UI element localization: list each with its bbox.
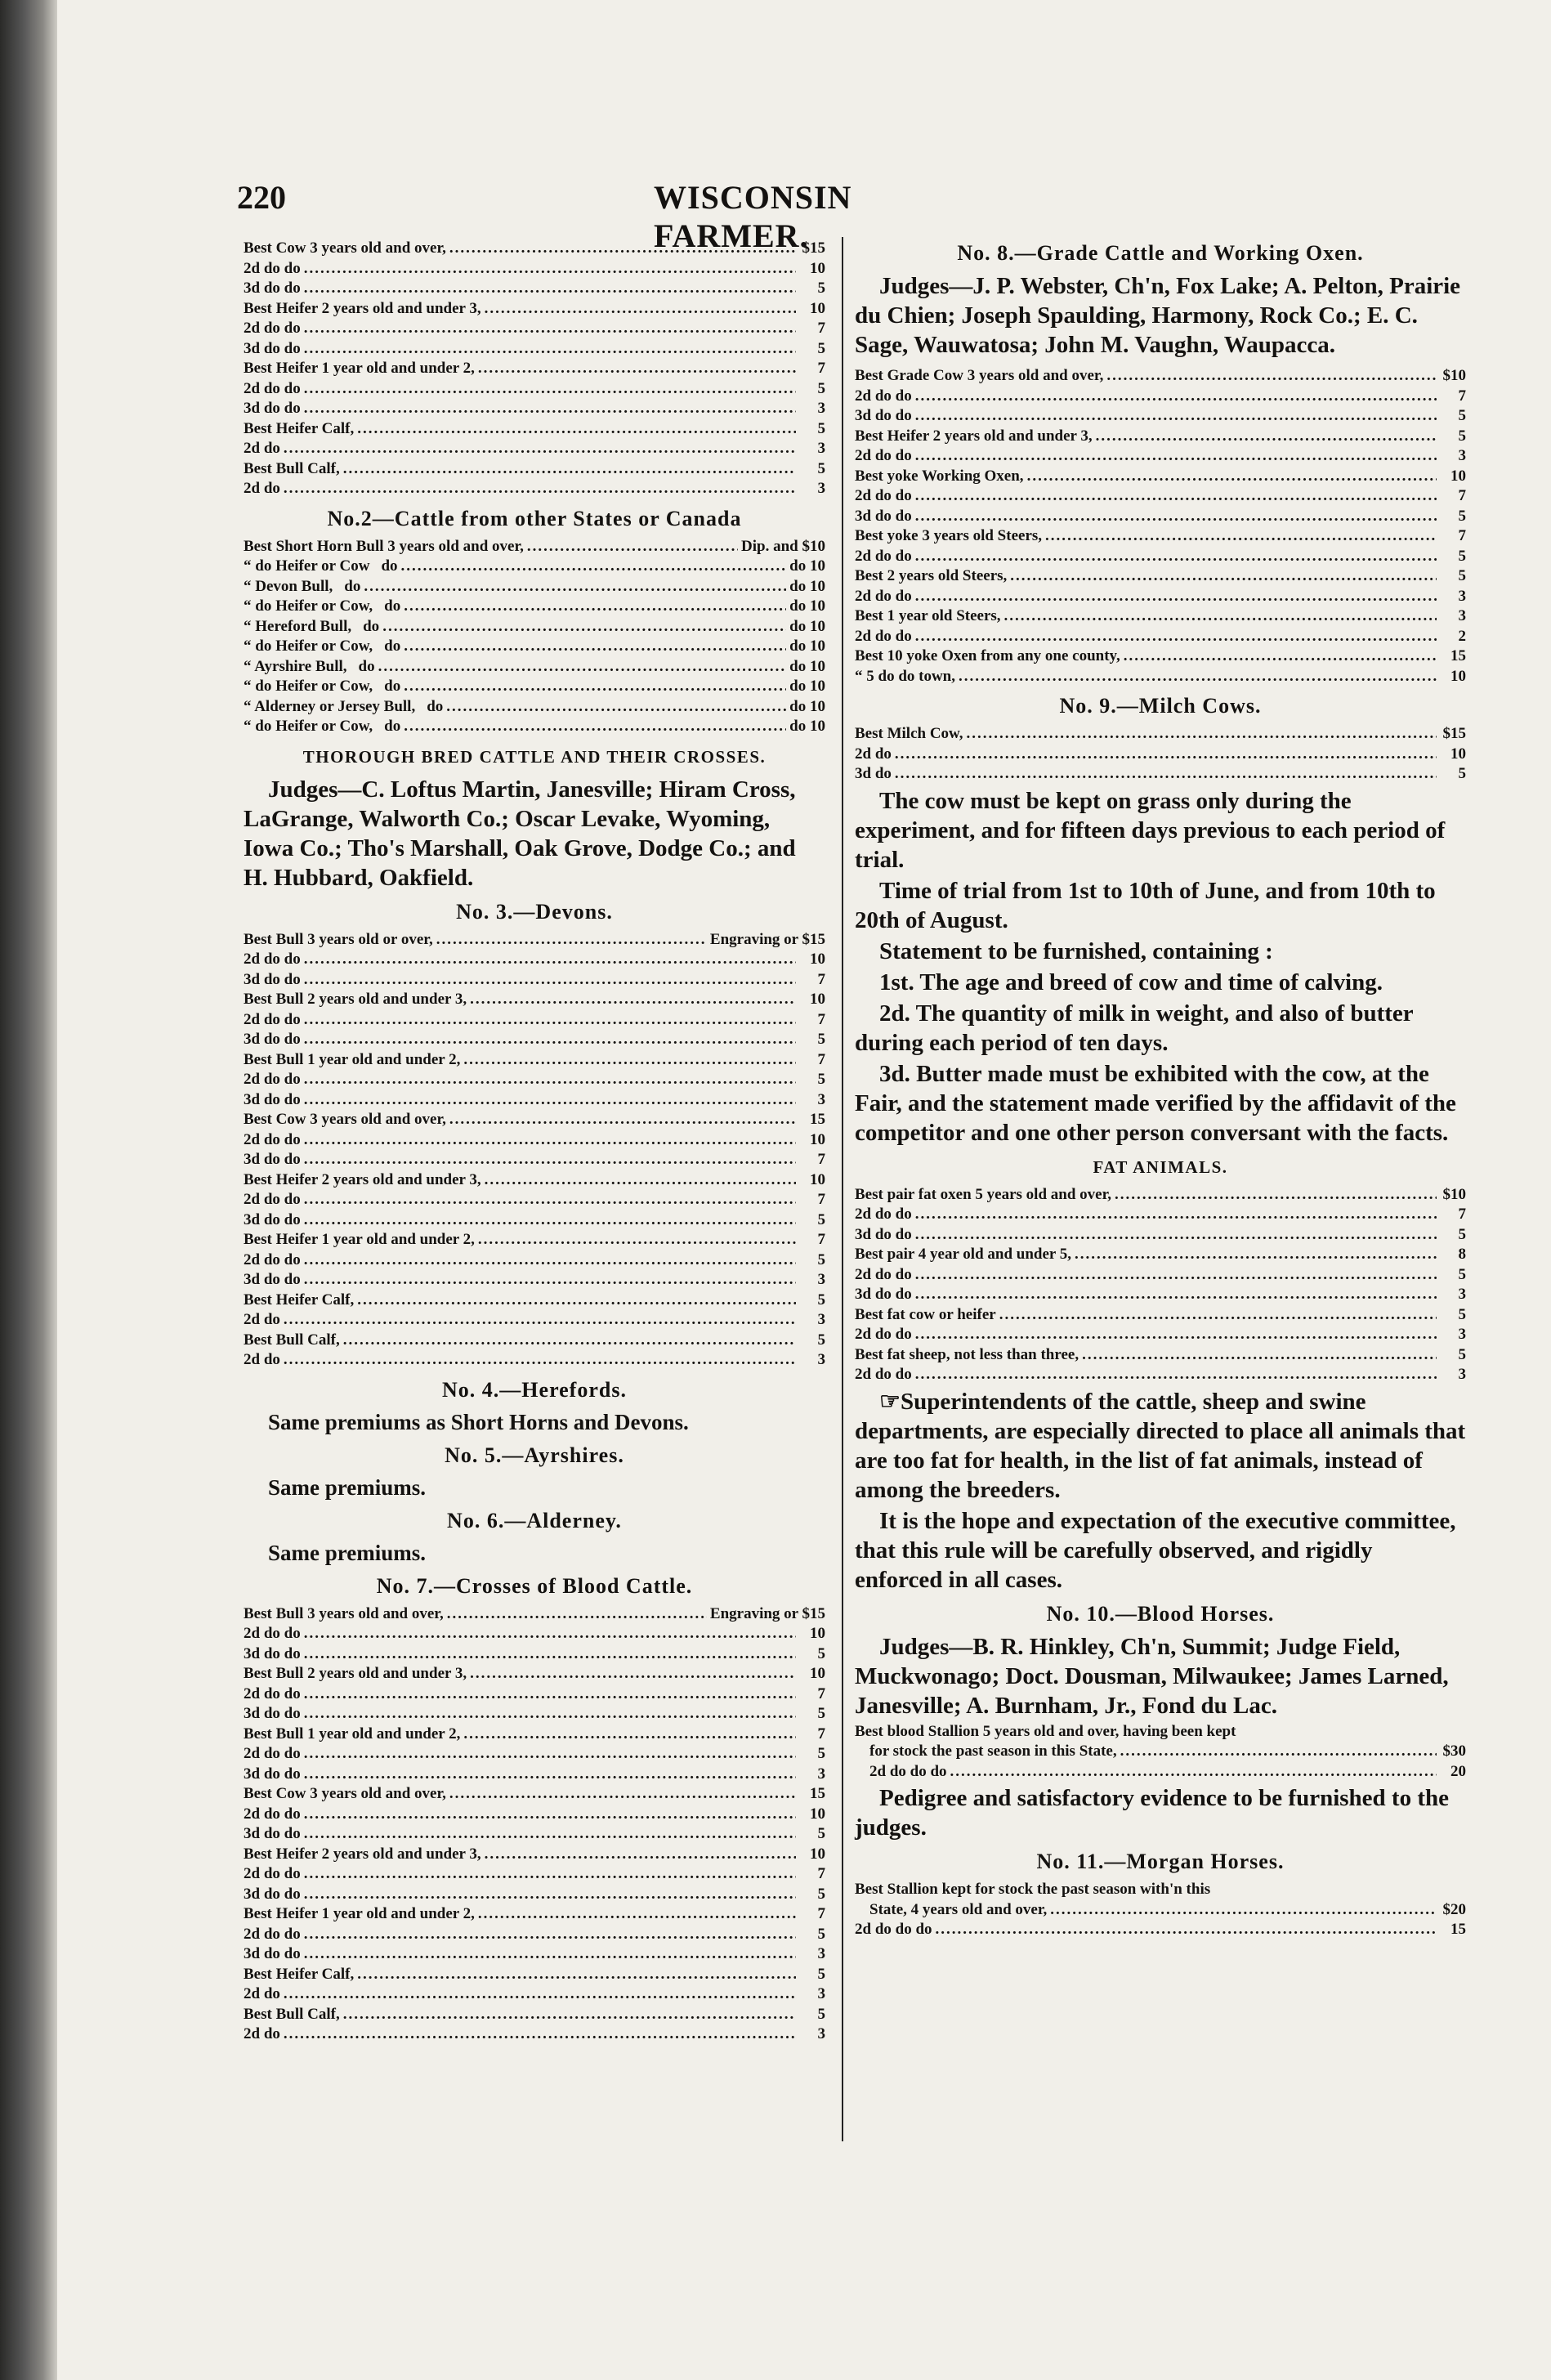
list-item: Best Bull Calf, ..... 5 (244, 459, 825, 480)
list-item: Best Milch Cow, ..... $15 (855, 724, 1466, 745)
no6-text: Same premiums. (268, 1540, 426, 1565)
no5-text: Same premiums. (268, 1474, 426, 1500)
section-heading-no4: No. 4.—Herefords. (442, 1377, 627, 1402)
list-item: Best blood Stallion 5 years old and over, having been kept (855, 1722, 1236, 1740)
section-heading-no11: No. 11.—Morgan Horses. (1036, 1850, 1285, 1873)
list-item: 3d do do ..... 5 (855, 406, 1466, 427)
list-item: 2d do do ..... 7 (244, 1010, 825, 1031)
list-item: 3d do do ..... 7 (244, 1150, 825, 1170)
list-item: Best Bull 2 years old and under 3, ..... 10 (244, 990, 825, 1010)
section-heading-no7: No. 7.—Crosses of Blood Cattle. (376, 1573, 693, 1598)
list-item: 2d do do ..... 7 (244, 1684, 825, 1705)
milch-paragraph: Time of trial from 1st to 10th of June, and from 10th to 20th of August. (855, 877, 1436, 933)
list-item: 2d do do ..... 10 (244, 1130, 825, 1151)
list-item: Best yoke Working Oxen, ..... 10 (855, 467, 1466, 487)
no9-premium-list (855, 724, 1466, 785)
list-item: Best pair 4 year old and under 5, ..... 8 (855, 1245, 1466, 1265)
list-item: Best Bull Calf, ..... 5 (244, 2005, 825, 2025)
list-item: 2d do do ..... 7 (244, 1190, 825, 1210)
list-item: 2d do do ..... 7 (855, 486, 1466, 507)
list-item: 2d do do ..... 10 (244, 259, 825, 280)
list-item: 3d do do ..... 3 (244, 1944, 825, 1965)
column-divider (842, 237, 843, 2141)
section-heading-no6: No. 6.—Alderney. (447, 1508, 622, 1532)
list-item: 3d do do ..... 3 (244, 399, 825, 419)
left-column (244, 239, 825, 2045)
list-item: 2d do do ..... 7 (855, 1205, 1466, 1225)
list-item: 3d do do ..... 3 (244, 1090, 825, 1111)
list-item: 2d do do ..... 3 (855, 587, 1466, 607)
list-item: “ do Heifer or Cow, do ..... do 10 (244, 637, 825, 657)
list-item: Best Heifer Calf, ..... 5 (244, 1291, 825, 1311)
superintendents-notice (855, 1387, 1466, 1505)
list-item: 2d do do ..... 5 (855, 547, 1466, 567)
list-item: Best Bull 1 year old and under 2, ..... 7 (244, 1050, 825, 1071)
list-item: Best Heifer 1 year old and under 2, ..... 7 (244, 1904, 825, 1925)
list-item: for stock the past season in this State, ..... $30 (855, 1742, 1466, 1762)
list-item: Best 10 yoke Oxen from any one county, ..... 15 (855, 646, 1466, 667)
list-item: Best Bull 1 year old and under 2, ..... 7 (244, 1725, 825, 1745)
milch-paragraph: Statement to be furnished, containing : (879, 937, 1273, 964)
page-number: 220 (237, 179, 286, 216)
list-item: Best Cow 3 years old and over, ..... 15 (244, 1784, 825, 1805)
list-item: “ Ayrshire Bull, do ..... do 10 (244, 657, 825, 678)
list-item: 3d do do ..... 5 (244, 1644, 825, 1665)
list-item: 2d do do ..... 7 (855, 387, 1466, 407)
list-item: Best Heifer Calf, ..... 5 (244, 1965, 825, 1985)
list-item: “ do Heifer or Cow do ..... do 10 (244, 557, 825, 577)
no2-premium-list (244, 537, 825, 737)
list-item: 2d do ..... 3 (244, 1310, 825, 1331)
list-item: 2d do ..... 3 (244, 2024, 825, 2045)
list-item: 2d do do ..... 5 (244, 1250, 825, 1271)
list-item: 2d do do ..... 3 (855, 1365, 1466, 1385)
list-item: Best Cow 3 years old and over, ..... $15 (244, 239, 825, 259)
list-item: Best Bull 3 years old and over, ..... Engraving or $15 (244, 1604, 825, 1625)
list-item: 2d do do ..... 10 (244, 950, 825, 970)
list-item: 2d do do ..... 5 (244, 1070, 825, 1090)
list-item: Best fat cow or heifer ..... 5 (855, 1305, 1466, 1326)
top-premium-list (244, 239, 825, 499)
section-heading-no9: No. 9.—Milch Cows. (1059, 694, 1262, 718)
list-item: 3d do do ..... 3 (244, 1270, 825, 1291)
list-item: Best Bull Calf, ..... 5 (244, 1331, 825, 1351)
list-item: 3d do do ..... 5 (855, 1225, 1466, 1246)
milch-paragraph: 3d. Butter made must be exhibited with the cow, at the Fair, and the statement made verified by the affidavit of the competitor and one other person conversant with the facts. (855, 1060, 1456, 1146)
list-item: 3d do do ..... 3 (855, 1285, 1466, 1305)
list-item: 2d do do ..... 3 (855, 1325, 1466, 1345)
list-item: 3d do do ..... 7 (244, 970, 825, 991)
list-item: Best Bull 3 years old or over, ..... Engraving or $15 (244, 930, 825, 951)
pointing-hand-icon: ☞ (879, 1388, 901, 1415)
section-heading-no8: No. 8.—Grade Cattle and Working Oxen. (957, 241, 1364, 265)
list-item: 2d do do ..... 3 (855, 446, 1466, 467)
list-item: 2d do ..... 3 (244, 1350, 825, 1371)
list-item: “ do Heifer or Cow, do ..... do 10 (244, 677, 825, 697)
list-item: 3d do do ..... 5 (244, 279, 825, 299)
list-item: “ Hereford Bull, do ..... do 10 (244, 617, 825, 638)
no8-premium-list (855, 366, 1466, 687)
list-item: 2d do do ..... 10 (244, 1805, 825, 1825)
list-item: “ Devon Bull, do ..... do 10 (244, 577, 825, 597)
list-item: “ do Heifer or Cow, do ..... do 10 (244, 717, 825, 737)
list-item: 2d do do ..... 5 (244, 1925, 825, 1945)
list-item: Best Short Horn Bull 3 years old and over, ..... Dip. and $10 (244, 537, 825, 557)
right-column (855, 239, 1466, 1940)
list-item: 2d do ..... 3 (244, 439, 825, 459)
list-item: Best Heifer 2 years old and under 3, ..... 10 (244, 1170, 825, 1191)
list-item: Best Heifer 2 years old and under 3, ..... 10 (244, 299, 825, 320)
no3-premium-list (244, 930, 825, 1371)
list-item: “ Alderney or Jersey Bull, do ..... do 10 (244, 697, 825, 718)
section-heading-no10: No. 10.—Blood Horses. (1046, 1601, 1275, 1626)
milch-paragraph: 2d. The quantity of milk in weight, and also of butter during each period of ten days. (855, 1000, 1414, 1056)
list-item: 2d do do ..... 5 (855, 1265, 1466, 1286)
section-heading-fat-animals: FAT ANIMALS. (1093, 1156, 1228, 1177)
milch-paragraph: The cow must be kept on grass only during the experiment, and for fifteen days previous to each period of trial. (855, 787, 1446, 873)
fat-premium-list (855, 1185, 1466, 1385)
list-item: 3d do do ..... 3 (244, 1765, 825, 1785)
list-item: 2d do do ..... 2 (855, 627, 1466, 647)
section-heading-thorough-bred: THOROUGH BRED CATTLE AND THEIR CROSSES. (302, 746, 767, 767)
list-item: 2d do do ..... 5 (244, 379, 825, 400)
list-item: Best Heifer 1 year old and under 2, ..... 7 (244, 359, 825, 379)
list-item: 3d do do ..... 5 (244, 1210, 825, 1231)
list-item: 3d do do ..... 5 (244, 1704, 825, 1725)
list-item: 3d do do ..... 5 (244, 1885, 825, 1905)
list-item: 2d do ..... 10 (855, 745, 1466, 765)
list-item: Best Heifer 1 year old and under 2, ..... 7 (244, 1230, 825, 1250)
list-item: Best Cow 3 years old and over, ..... 15 (244, 1110, 825, 1130)
list-item: 2d do ..... 3 (244, 1984, 825, 2005)
list-item: 2d do ..... 3 (244, 479, 825, 499)
list-item: 2d do do do ..... 20 (855, 1762, 1466, 1783)
running-title: WISCONSIN FARMER. (654, 179, 852, 254)
section-heading-no5: No. 5.—Ayrshires. (445, 1443, 624, 1467)
list-item: 2d do do ..... 7 (244, 1864, 825, 1885)
committee-notice: It is the hope and expectation of the executive committee, that this rule will be carefully observed, and rigidly enforced in all cases. (855, 1507, 1456, 1593)
list-item: 2d do do do ..... 15 (855, 1920, 1466, 1940)
list-item: 3d do do ..... 5 (855, 507, 1466, 527)
list-item: Best Stallion kept for stock the past season with'n this (855, 1881, 1211, 1898)
list-item: “ do Heifer or Cow, do ..... do 10 (244, 597, 825, 617)
list-item: 3d do ..... 5 (855, 764, 1466, 785)
list-item: Best Heifer 2 years old and under 3, ..... 5 (855, 427, 1466, 447)
section-heading-no3: No. 3.—Devons. (456, 899, 613, 924)
list-item: 2d do do ..... 10 (244, 1624, 825, 1644)
section-heading-no2: No.2—Cattle from other States or Canada (327, 506, 742, 530)
list-item: Best Grade Cow 3 years old and over, ..... $10 (855, 366, 1466, 387)
judges-no8: Judges—J. P. Webster, Ch'n, Fox Lake; A. Pelton, Prairie du Chien; Joseph Spaulding, Harmony, Rock Co.; E. C. Sage, Wauwatosa; John M. Vaughn, Waupacca. (855, 273, 1461, 358)
list-item: State, 4 years old and over, ..... $20 (855, 1900, 1466, 1921)
list-item: Best pair fat oxen 5 years old and over, ..... $10 (855, 1185, 1466, 1206)
list-item: Best 2 years old Steers, ..... 5 (855, 566, 1466, 587)
list-item: 3d do do ..... 5 (244, 339, 825, 360)
list-item: Best Heifer 2 years old and under 3, ..... 10 (244, 1845, 825, 1865)
list-item: Best Heifer Calf, ..... 5 (244, 419, 825, 440)
list-item: 3d do do ..... 5 (244, 1030, 825, 1050)
notice-text: Superintendents of the cattle, sheep and swine departments, are especially directed to place all animals that are too fat for health, in the list of fat animals, instead of among the breeders. (855, 1388, 1466, 1503)
pedigree-note: Pedigree and satisfactory evidence to be furnished to the judges. (855, 1785, 1449, 1841)
list-item: Best fat sheep, not less than three, ..... 5 (855, 1345, 1466, 1366)
list-item: Best Bull 2 years old and under 3, ..... 10 (244, 1664, 825, 1684)
judges-no10: Judges—B. R. Hinkley, Ch'n, Summit; Judge Field, Muckwonago; Doct. Dousman, Milwaukee; James Larned, Janesville; A. Burnham, Jr., Fond du Lac. (855, 1633, 1449, 1719)
book-spine (0, 0, 57, 2380)
list-item: Best yoke 3 years old Steers, ..... 7 (855, 526, 1466, 547)
judges-thorough-bred: Judges—C. Loftus Martin, Janesville; Hiram Cross, LaGrange, Walworth Co.; Oscar Levake, Wyoming, Iowa Co.; Tho's Marshall, Oak Grove, Dodge Co.; and H. Hubbard, Oakfield. (244, 776, 796, 891)
no7-premium-list (244, 1604, 825, 2045)
list-item: Best 1 year old Steers, ..... 3 (855, 606, 1466, 627)
no4-text: Same premiums as Short Horns and Devons. (268, 1409, 689, 1434)
list-item: 2d do do ..... 7 (244, 319, 825, 339)
list-item: 2d do do ..... 5 (244, 1744, 825, 1765)
list-item: 3d do do ..... 5 (244, 1824, 825, 1845)
list-item: “ 5 do do town, ..... 10 (855, 667, 1466, 687)
milch-paragraph: 1st. The age and breed of cow and time of calving. (879, 969, 1383, 995)
